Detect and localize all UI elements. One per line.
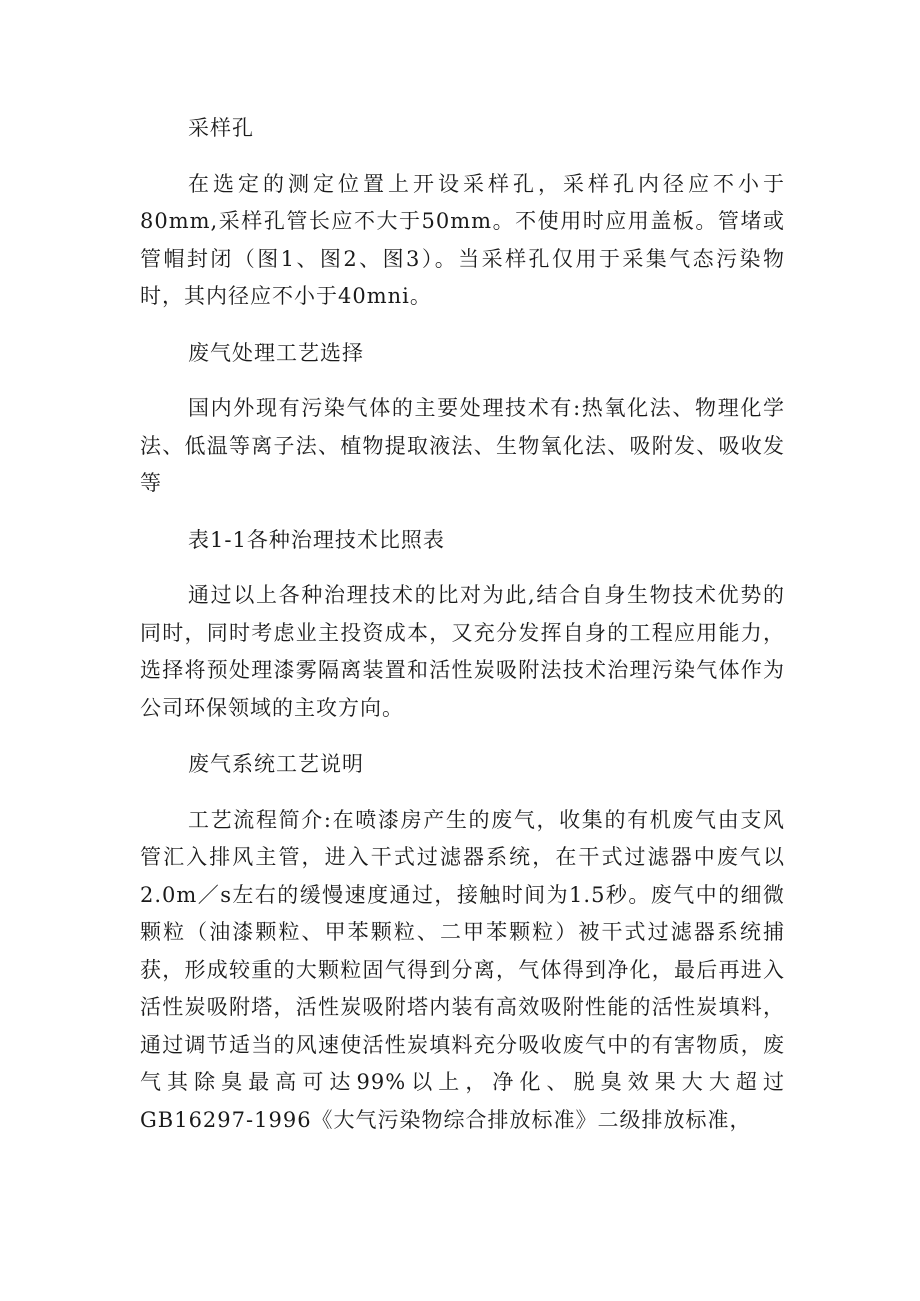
paragraph-treatment-technologies: 国内外现有污染气体的主要处理技术有:热氧化法、物理化学法、低温等离子法、植物提取液法、生物氧化法、吸附发、吸收发等 <box>140 396 785 495</box>
paragraph-technology-choice: 通过以上各种治理技术的比对为此,结合自身生物技术优势的同时，同时考虑业主投资成本，又充分发挥自身的工程应用能力，选择将预处理漆雾隔离装置和活性炭吸附法技术治理污染气体作为公司环保领域的主攻方向。 <box>140 583 785 720</box>
paragraph-sampling-hole: 在选定的测定位置上开设采样孔，采样孔内径应不小于80mm,采样孔管长应不大于50mm。不使用时应用盖板。管堵或管帽封闭（图1、图2、图3）。当采样孔仅用于采集气态污染物时，其内径应不小于40mni。 <box>140 171 785 308</box>
paragraph-process-flow: 工艺流程简介:在喷漆房产生的废气，收集的有机废气由支风管汇入排风主管，进入干式过滤器系统，在干式过滤器中废气以2.0m／s左右的缓慢速度通过，接触时间为1.5秒。废气中的细微颗粒（油漆颗粒、甲苯颗粒、二甲苯颗粒）被干式过滤器系统捕获，形成较重的大颗粒固气得到分离，气体得到净化，最后再进入活性炭吸附塔，活性炭吸附塔内装有高效吸附性能的活性炭填料，通过调节适当的风速使活性炭填料充分吸收废气中的有害物质，废气其除臭最高可达99%以上，净化、脱臭效果大大超过GB16297-1996《大气污染物综合排放标准》二级排放标准， <box>140 807 785 1132</box>
section-heading-process-selection: 废气处理工艺选择 <box>188 340 364 365</box>
section-heading-sampling-hole: 采样孔 <box>188 116 254 140</box>
document-page <box>140 110 785 1139</box>
table-caption: 表1-1各种治理技术比照表 <box>188 527 445 552</box>
section-heading-system-description: 废气系统工艺说明 <box>188 752 364 776</box>
